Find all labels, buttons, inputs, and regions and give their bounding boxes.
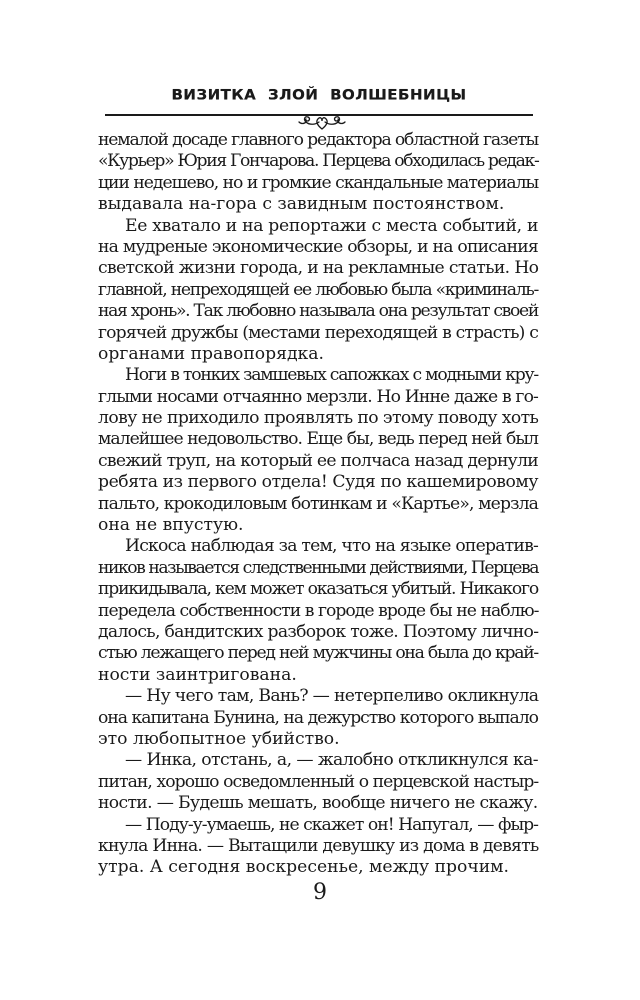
running-title: ВИЗИТКА ЗЛОЙ ВОЛШЕБНИЦЫ <box>171 86 467 104</box>
text-line: ции недешево, но и громкие скандальные материалы <box>98 172 539 193</box>
flourish-ornament-icon <box>297 113 347 131</box>
paragraph <box>98 216 538 366</box>
text-line: ная хронь». Так любовно называла она результат своей <box>98 301 538 322</box>
body-text <box>98 130 538 879</box>
text-line: — Инка, отстань, а, — жалобно откликнулся ка- <box>125 750 538 771</box>
text-line: прикидывала, кем может оказаться убитый. Никакого <box>98 579 538 600</box>
text-line: выдавала на-гора с завидным постоянством. <box>98 194 505 215</box>
paragraph <box>98 365 538 536</box>
paragraph <box>98 750 538 814</box>
text-line: — Ну чего там, Вань? — нетерпеливо окликнула <box>125 686 539 707</box>
text-line: пальто, крокодиловым ботинкам и «Картье», мерзла <box>98 493 538 514</box>
paragraph <box>98 536 538 686</box>
text-line: немалой досаде главного редактора областной газеты <box>98 130 538 150</box>
page-number: 9 <box>313 880 327 905</box>
text-line: утра. А сегодня воскресенье, между прочим. <box>98 857 510 878</box>
paragraph <box>98 815 538 879</box>
paragraph <box>98 686 538 750</box>
page-header <box>105 86 533 105</box>
paragraph <box>98 130 538 216</box>
text-line: на мудреные экономические обзоры, и на описания <box>98 236 538 257</box>
text-line: кнула Инна. — Вытащили девушку из дома в девять <box>98 835 539 856</box>
text-line: стью лежащего перед ней мужчины она была до край- <box>98 643 538 664</box>
text-line: малейшее недовольство. Еще бы, ведь перед ней был <box>98 429 538 450</box>
text-line: ников называется следственными действиями, Перцева <box>98 557 538 578</box>
text-line: светской жизни города, и на рекламные статьи. Но <box>98 258 539 279</box>
text-line: ности заинтригована. <box>98 664 297 685</box>
text-line: главной, непреходящей ее любовью была «криминаль- <box>98 279 538 300</box>
text-line: — Поду-у-умаешь, не скажет он! Напугал, — фыр- <box>125 814 538 835</box>
text-line: питан, хорошо осведомленный о перцевской настыр- <box>98 771 539 792</box>
text-line: Ноги в тонких замшевых сапожках с модными кру- <box>125 365 538 386</box>
text-line: она не впустую. <box>98 515 244 536</box>
text-line: ности. — Будешь мешать, вообще ничего не скажу. <box>98 793 538 814</box>
text-line: передела собственности в городе вроде бы не наблю- <box>98 600 539 621</box>
text-line: Искоса наблюдая за тем, что на языке оператив- <box>125 536 538 557</box>
text-line: далось, бандитских разборок тоже. Поэтому лично- <box>98 621 539 642</box>
text-line: лову не приходило проявлять по этому поводу хоть <box>98 408 539 429</box>
text-line: свежий труп, на который ее полчаса назад дернули <box>98 450 538 471</box>
text-line: это любопытное убийство. <box>98 728 340 749</box>
text-line: «Курьер» Юрия Гончарова. Перцева обходилась редак- <box>98 151 539 172</box>
text-line: она капитана Бунина, на дежурство которого выпало <box>98 707 538 728</box>
text-line: горячей дружбы (местами переходящей в страсть) с <box>98 322 538 343</box>
text-line: глыми носами отчаянно мерзли. Но Инне даже в го- <box>98 386 539 407</box>
text-line: ребята из первого отдела! Судя по кашемировому <box>98 472 538 493</box>
text-line: органами правопорядка. <box>98 343 325 364</box>
text-line: Ее хватало и на репортажи с места событий, и <box>125 215 539 236</box>
